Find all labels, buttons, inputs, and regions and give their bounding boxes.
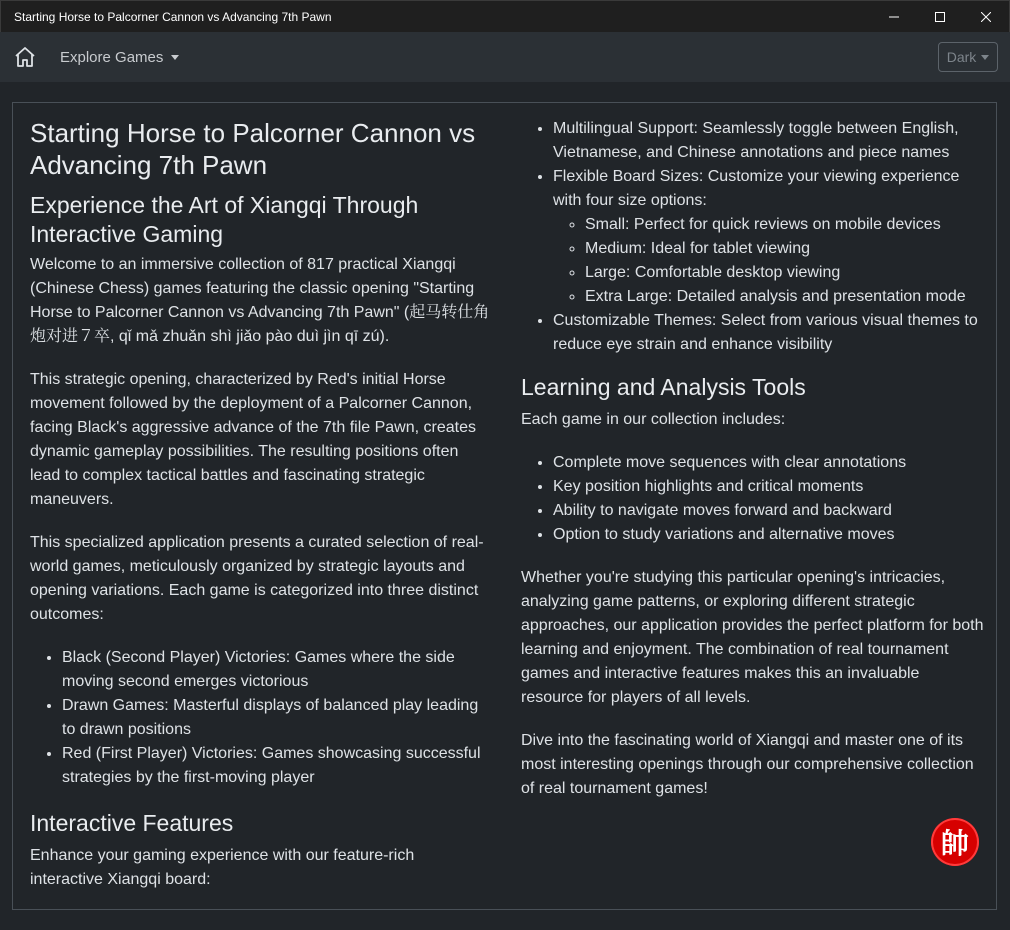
outcomes-list [30, 646, 490, 790]
explore-games-label: Explore Games [60, 48, 164, 66]
chevron-down-icon [171, 55, 179, 60]
list-item: • Multilingual Support: Seamlessly toggle between English, Vietnamese, and Chinese annotations and piece names [553, 117, 986, 165]
closing-paragraph-2: Dive into the fascinating world of Xiangqi and master one of its most interesting openings through our comprehensive collection of real tournament games! [521, 732, 974, 797]
list-item: ◦ Extra Large: Detailed analysis and presentation mode [585, 285, 986, 309]
list-item: • Customizable Themes: Select from various visual themes to reduce eye strain and enhance visibility [553, 309, 986, 357]
window-title: Starting Horse to Palcorner Cannon vs Advancing 7th Pawn [14, 9, 332, 24]
list-item [553, 165, 986, 309]
explore-games-dropdown[interactable] [60, 49, 179, 66]
general-piece-icon[interactable] [931, 818, 979, 866]
top-navbar [0, 32, 1010, 82]
list-item: • Complete move sequences with clear annotations [553, 451, 986, 475]
learning-heading: Learning and Analysis Tools [521, 374, 806, 400]
strategy-paragraph: This strategic opening, characterized by Red's initial Horse movement followed by the deployment of a Palcorner Cannon, facing Black's aggressive advance of the 7th file Pawn, creates dynamic gameplay possibilities. The resulting positions often lead to complex tactical battles and fascinating strategic maneuvers. [30, 371, 476, 508]
list-item: ◦ Large: Comfortable desktop viewing [585, 261, 986, 285]
learning-list [521, 451, 986, 547]
seal-character: 帥 [940, 828, 969, 859]
close-button[interactable] [963, 1, 1009, 33]
right-column [521, 117, 986, 820]
page-title: Starting Horse to Palcorner Cannon vs Advancing 7th Pawn [30, 118, 476, 180]
features-list [521, 117, 986, 357]
intro-paragraph: Welcome to an immersive collection of 817 practical Xiangqi (Chinese Chess) games featuring the classic opening "Starting Horse to Palcorner Cannon vs Advancing 7th Pawn" (起马转仕角炮对进７卒, qǐ mǎ zhuǎn shì jiǎo pào duì jìn qī zú). [30, 256, 490, 345]
app-description-paragraph: This specialized application presents a curated selection of real-world games, meticulously organized by strategic layouts and opening variations. Each game is categorized into three distinct outcomes: [30, 534, 484, 623]
closing-paragraph-1: Whether you're studying this particular opening's intricacies, analyzing game patterns, or exploring different strategic approaches, our application provides the perfect platform for both learning and enjoyment. The combination of real tournament games and interactive features makes this an invaluable resource for players of all levels. [521, 569, 984, 706]
list-item: • Red (First Player) Victories: Games showcasing successful strategies by the first-moving player [62, 742, 490, 790]
close-icon [981, 12, 991, 22]
content-panel [12, 102, 997, 910]
list-item: • Key position highlights and critical moments [553, 475, 986, 499]
sizes-list [553, 213, 986, 309]
list-item: • Black (Second Player) Victories: Games where the side moving second emerges victorious [62, 646, 490, 694]
left-column [30, 117, 490, 910]
board-sizes-label: Flexible Board Sizes: Customize your viewing experience with four size options: [553, 168, 960, 209]
page-subtitle: Experience the Art of Xiangqi Through Interactive Gaming [30, 192, 419, 247]
minimize-button[interactable] [871, 1, 917, 33]
features-intro: Enhance your gaming experience with our feature-rich interactive Xiangqi board: [30, 847, 415, 888]
features-heading: Interactive Features [30, 810, 234, 836]
window-titlebar [0, 0, 1010, 32]
home-button[interactable] [12, 44, 38, 70]
maximize-icon [935, 12, 945, 22]
chevron-down-icon [981, 55, 989, 60]
minimize-icon [889, 12, 899, 22]
theme-dropdown-button[interactable] [938, 42, 998, 72]
list-item: ◦ Small: Perfect for quick reviews on mobile devices [585, 213, 986, 237]
list-item: • Option to study variations and alternative moves [553, 523, 986, 547]
theme-label: Dark [946, 49, 977, 65]
list-item: ◦ Medium: Ideal for tablet viewing [585, 237, 986, 261]
list-item: • Drawn Games: Masterful displays of balanced play leading to drawn positions [62, 694, 490, 742]
list-item: • Ability to navigate moves forward and backward [553, 499, 986, 523]
learning-intro: Each game in our collection includes: [521, 411, 786, 428]
home-icon [13, 45, 37, 69]
maximize-button[interactable] [917, 1, 963, 33]
